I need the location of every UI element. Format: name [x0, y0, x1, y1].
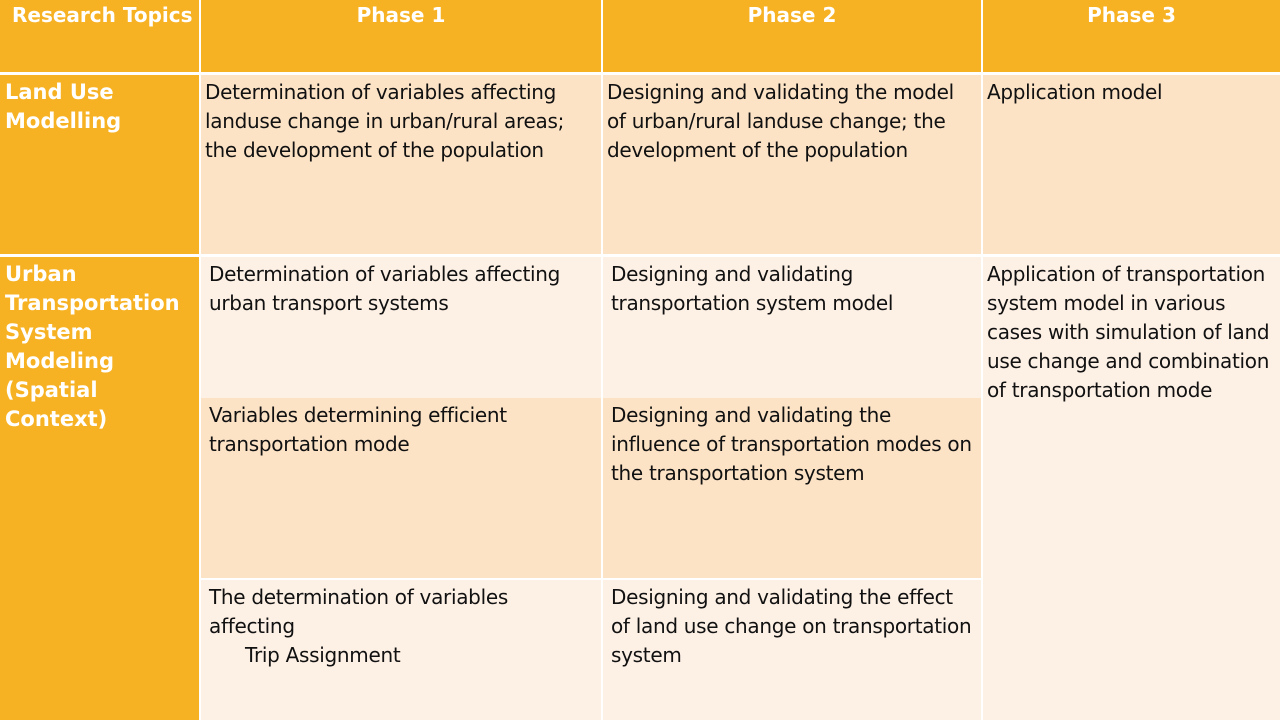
- header-research-topics: Research Topics: [0, 0, 199, 72]
- topic-line: Land Use: [5, 80, 114, 104]
- header-phase-3: Phase 3: [983, 0, 1280, 72]
- topic-urban-transportation: [0, 257, 199, 720]
- topic-land-use-modelling: [0, 75, 199, 254]
- transport-phase-3: Application of transportation system model in various cases with simulation of land use change and combination of transportation mode: [983, 257, 1280, 720]
- topic-line: (Spatial: [5, 378, 98, 402]
- topic-line: Context): [5, 407, 108, 431]
- transport-b-phase-2: Designing and validating the influence of transportation modes on the transportation system: [603, 398, 981, 578]
- header-phase-1: Phase 1: [201, 0, 601, 72]
- topic-line: Urban: [5, 262, 77, 286]
- transport-a-phase-2: Designing and validating transportation system model: [603, 257, 981, 398]
- land-use-phase-2: Designing and validating the model of urban/rural landuse change; the development of the population: [603, 75, 981, 254]
- land-use-phase-3: Application model: [983, 75, 1280, 254]
- transport-b-phase-1: Variables determining efficient transportation mode: [201, 398, 601, 578]
- topic-line: Transportation: [5, 291, 180, 315]
- transport-c-phase-1: [201, 580, 601, 720]
- transport-c-phase-1-line-1: The determination of variables affecting: [209, 585, 508, 638]
- land-use-phase-1: Determination of variables affecting landuse change in urban/rural areas; the development of the population: [201, 75, 601, 254]
- transport-c-phase-1-line-2: Trip Assignment: [245, 643, 401, 667]
- transport-c-phase-2: Designing and validating the effect of land use change on transportation system: [603, 580, 981, 720]
- topic-line: Modelling: [5, 109, 122, 133]
- header-phase-2: Phase 2: [603, 0, 981, 72]
- transport-a-phase-1: Determination of variables affecting urban transport systems: [201, 257, 601, 398]
- topic-line: System Modeling: [5, 320, 114, 373]
